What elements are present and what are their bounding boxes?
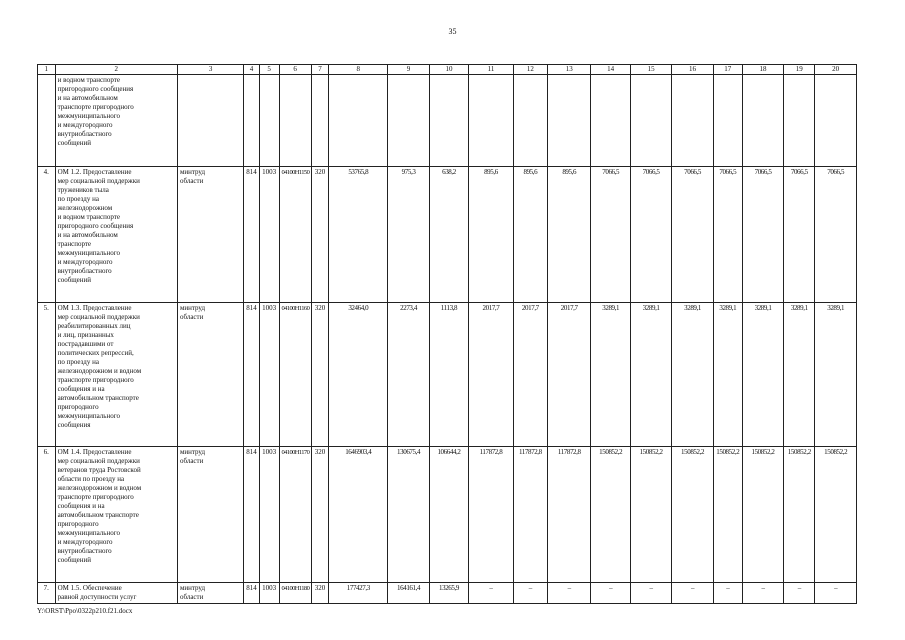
- amount-cell: 3289,1: [784, 303, 815, 447]
- section-code: [259, 75, 279, 167]
- amount-cell: 975,3: [388, 167, 429, 303]
- amount-cell: 150852,2: [742, 447, 783, 583]
- amount-cell: –: [547, 583, 591, 604]
- target-article-code: 04100Н1150: [279, 167, 311, 303]
- amount-cell: [742, 75, 783, 167]
- amount-cell: [513, 75, 547, 167]
- column-number: 8: [329, 65, 388, 75]
- measure-name: и водном транспорте пригородного сообщения и на автомобильном транспорте пригородного межмуниципального и междугородного внутриобластного сообщений: [55, 75, 177, 167]
- column-number: 1: [38, 65, 56, 75]
- column-number: 18: [742, 65, 783, 75]
- row-index: [38, 75, 56, 167]
- table-row: [38, 303, 857, 447]
- amount-cell: –: [513, 583, 547, 604]
- row-index: 5.: [38, 303, 56, 447]
- amount-cell: [815, 75, 857, 167]
- table-row: [38, 75, 857, 167]
- section-code: 1003: [259, 303, 279, 447]
- row-index: 6.: [38, 447, 56, 583]
- column-number: 4: [244, 65, 260, 75]
- amount-cell: –: [591, 583, 630, 604]
- page-number: 35: [448, 27, 457, 36]
- grbs-code: 814: [244, 167, 260, 303]
- row-index: 7.: [38, 583, 56, 604]
- section-code: 1003: [259, 583, 279, 604]
- amount-cell: –: [815, 583, 857, 604]
- amount-cell: 130675,4: [388, 447, 429, 583]
- amount-cell: 895,6: [469, 167, 514, 303]
- column-number: 3: [177, 65, 243, 75]
- amount-cell: –: [713, 583, 742, 604]
- amount-cell: 117872,8: [513, 447, 547, 583]
- amount-cell: 895,6: [547, 167, 591, 303]
- amount-cell: 7066,5: [713, 167, 742, 303]
- amount-cell: [329, 75, 388, 167]
- amount-cell: 150852,2: [713, 447, 742, 583]
- amount-cell: 1113,8: [429, 303, 468, 447]
- column-number: 10: [429, 65, 468, 75]
- column-number: 17: [713, 65, 742, 75]
- amount-cell: 7066,5: [672, 167, 713, 303]
- amount-cell: [630, 75, 671, 167]
- amount-cell: [388, 75, 429, 167]
- amount-cell: 7066,5: [815, 167, 857, 303]
- amount-cell: 164161,4: [388, 583, 429, 604]
- amount-cell: –: [630, 583, 671, 604]
- amount-cell: 3289,1: [591, 303, 630, 447]
- table-row: [38, 447, 857, 583]
- section-code: 1003: [259, 167, 279, 303]
- column-number: 5: [259, 65, 279, 75]
- table-row: [38, 583, 857, 604]
- amount-cell: 3289,1: [713, 303, 742, 447]
- column-number: 13: [547, 65, 591, 75]
- column-number-row: [38, 65, 857, 75]
- amount-cell: [429, 75, 468, 167]
- grbs-code: 814: [244, 303, 260, 447]
- grbs-code: [244, 75, 260, 167]
- target-article-code: [279, 75, 311, 167]
- budget-table: [37, 64, 857, 604]
- executor: минтруд области: [177, 303, 243, 447]
- expense-type-code: 320: [311, 583, 329, 604]
- amount-cell: 2017,7: [469, 303, 514, 447]
- amount-cell: –: [672, 583, 713, 604]
- section-code: 1003: [259, 447, 279, 583]
- column-number: 6: [279, 65, 311, 75]
- table-row: [38, 167, 857, 303]
- column-number: 2: [55, 65, 177, 75]
- amount-cell: 3289,1: [742, 303, 783, 447]
- amount-cell: 106644,2: [429, 447, 468, 583]
- amount-cell: 638,2: [429, 167, 468, 303]
- column-number: 19: [784, 65, 815, 75]
- column-number: 16: [672, 65, 713, 75]
- amount-cell: 2273,4: [388, 303, 429, 447]
- target-article-code: 04100Н1180: [279, 583, 311, 604]
- expense-type-code: 320: [311, 303, 329, 447]
- amount-cell: 117872,8: [547, 447, 591, 583]
- amount-cell: 3289,1: [815, 303, 857, 447]
- amount-cell: 53765,8: [329, 167, 388, 303]
- column-number: 20: [815, 65, 857, 75]
- file-path-footer: Y:\ORST\Ppo\0322p210.f21.docx: [37, 607, 133, 615]
- amount-cell: 7066,5: [784, 167, 815, 303]
- column-number: 9: [388, 65, 429, 75]
- expense-type-code: 320: [311, 447, 329, 583]
- amount-cell: 177427,3: [329, 583, 388, 604]
- amount-cell: 13265,9: [429, 583, 468, 604]
- amount-cell: 2017,7: [513, 303, 547, 447]
- executor: минтруд области: [177, 583, 243, 604]
- amount-cell: 7066,5: [630, 167, 671, 303]
- amount-cell: –: [742, 583, 783, 604]
- amount-cell: [784, 75, 815, 167]
- column-number: 12: [513, 65, 547, 75]
- amount-cell: 117872,8: [469, 447, 514, 583]
- target-article-code: 04100Н1170: [279, 447, 311, 583]
- executor: минтруд области: [177, 167, 243, 303]
- amount-cell: –: [784, 583, 815, 604]
- column-number: 14: [591, 65, 630, 75]
- target-article-code: 04100Н1160: [279, 303, 311, 447]
- amount-cell: [469, 75, 514, 167]
- amount-cell: 150852,2: [591, 447, 630, 583]
- column-number: 15: [630, 65, 671, 75]
- expense-type-code: 320: [311, 167, 329, 303]
- amount-cell: –: [469, 583, 514, 604]
- expense-type-code: [311, 75, 329, 167]
- amount-cell: 7066,5: [742, 167, 783, 303]
- measure-name: ОМ 1.4. Предоставление мер социальной поддержки ветеранов труда Ростовской области по проезду на железнодорожном и водном транспорте пригородного сообщения и на автомобильном транспорте пригородного межмуниципального и междугородного внутриобластного сообщений: [55, 447, 177, 583]
- executor: минтруд области: [177, 447, 243, 583]
- amount-cell: 895,6: [513, 167, 547, 303]
- amount-cell: 150852,2: [672, 447, 713, 583]
- amount-cell: 3289,1: [672, 303, 713, 447]
- row-index: 4.: [38, 167, 56, 303]
- measure-name: ОМ 1.5. Обеспечение равной доступности услуг: [55, 583, 177, 604]
- column-number: 7: [311, 65, 329, 75]
- measure-name: ОМ 1.2. Предоставление мер социальной поддержки тружеников тыла по проезду на железнодорожном и водном транспорте пригородного сообщения и на автомобильном транспорте межмуниципального и междугородного внутриобластного сообщений: [55, 167, 177, 303]
- amount-cell: 3289,1: [630, 303, 671, 447]
- amount-cell: 150852,2: [815, 447, 857, 583]
- amount-cell: [591, 75, 630, 167]
- amount-cell: 2017,7: [547, 303, 591, 447]
- amount-cell: 1646903,4: [329, 447, 388, 583]
- amount-cell: [672, 75, 713, 167]
- executor: [177, 75, 243, 167]
- amount-cell: [547, 75, 591, 167]
- grbs-code: 814: [244, 447, 260, 583]
- column-number: 11: [469, 65, 514, 75]
- measure-name: ОМ 1.3. Предоставление мер социальной поддержки реабилитированных лиц и лиц, признанных пострадавшими от политических репрессий, по проезду на железнодорожном и водном транспорте пригородного сообщения и на автомобильном транспорте пригородного межмуниципального сообщения: [55, 303, 177, 447]
- amount-cell: [713, 75, 742, 167]
- amount-cell: 150852,2: [630, 447, 671, 583]
- grbs-code: 814: [244, 583, 260, 604]
- amount-cell: 7066,5: [591, 167, 630, 303]
- amount-cell: 32464,0: [329, 303, 388, 447]
- amount-cell: 150852,2: [784, 447, 815, 583]
